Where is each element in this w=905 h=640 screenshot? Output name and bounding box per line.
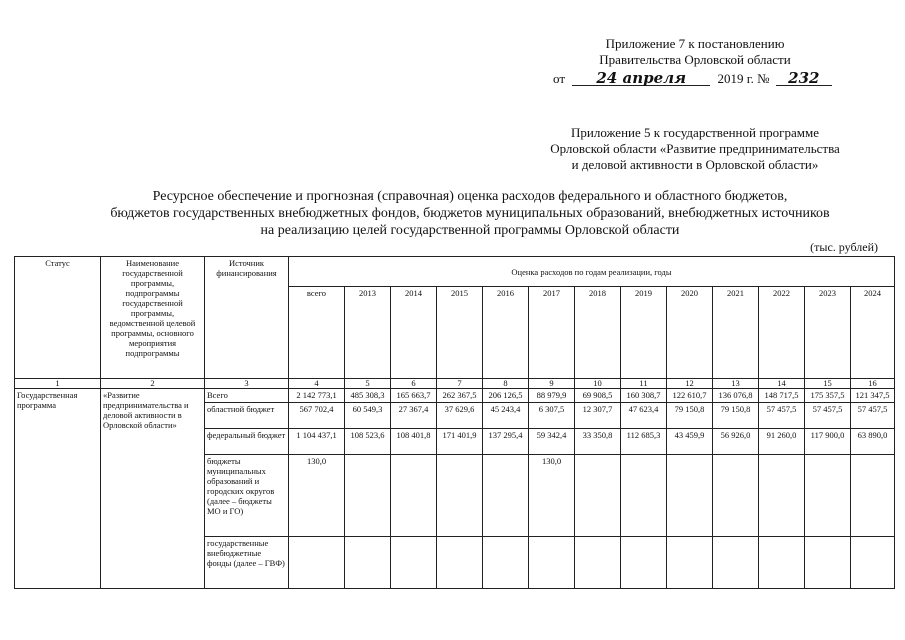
value-cell [437, 455, 483, 537]
column-number: 6 [391, 379, 437, 389]
appendix-5-header [515, 125, 875, 173]
year-header: 2019 [621, 287, 667, 379]
value-cell: 6 307,5 [529, 403, 575, 429]
value-cell: 122 610,7 [667, 389, 713, 403]
column-number: 11 [621, 379, 667, 389]
value-cell [667, 455, 713, 537]
value-cell: 2 142 773,1 [289, 389, 345, 403]
value-cell [851, 455, 895, 537]
column-number: 2 [101, 379, 205, 389]
column-number: 15 [805, 379, 851, 389]
appendix-5-line-1: Приложение 5 к государственной программе [570, 125, 820, 140]
resolution-date-line [553, 71, 873, 87]
table-row [15, 389, 895, 403]
year-header: 2015 [437, 287, 483, 379]
date-prefix: от [553, 71, 566, 86]
value-cell: 136 076,8 [713, 389, 759, 403]
value-cell [289, 537, 345, 589]
value-cell: 79 150,8 [713, 403, 759, 429]
value-cell: 262 367,5 [437, 389, 483, 403]
value-cell: 60 549,3 [345, 403, 391, 429]
value-cell: 175 357,5 [805, 389, 851, 403]
value-cell: 63 890,0 [851, 429, 895, 455]
value-cell [575, 537, 621, 589]
value-cell [437, 537, 483, 589]
value-cell: 37 629,6 [437, 403, 483, 429]
value-cell [851, 537, 895, 589]
value-cell: 12 307,7 [575, 403, 621, 429]
value-cell: 27 367,4 [391, 403, 437, 429]
column-number: 9 [529, 379, 575, 389]
value-cell [759, 537, 805, 589]
value-cell: 56 926,0 [713, 429, 759, 455]
year-header: всего [289, 287, 345, 379]
year-header: 2022 [759, 287, 805, 379]
value-cell: 165 663,7 [391, 389, 437, 403]
column-number: 10 [575, 379, 621, 389]
year-header: 2020 [667, 287, 713, 379]
value-cell: 130,0 [529, 455, 575, 537]
year-header: 2024 [851, 287, 895, 379]
value-cell: 47 623,4 [621, 403, 667, 429]
year-header: 2016 [483, 287, 529, 379]
title-line-2: бюджетов государственных внебюджетных фондов, бюджетов муниципальных образований, внебюджетных источников [110, 206, 830, 221]
value-cell: 1 104 437,1 [289, 429, 345, 455]
value-cell [621, 537, 667, 589]
year-text: 2019 г. № [717, 71, 770, 86]
value-cell: 567 702,4 [289, 403, 345, 429]
program-name-cell: «Развитие предпринимательства и деловой активности в Орловской области» [101, 389, 205, 589]
appendix-5-line-2: Орловской области «Развитие предпринимательства [550, 141, 840, 156]
value-cell [575, 455, 621, 537]
source-cell: федеральный бюджет [205, 429, 289, 455]
value-cell [345, 455, 391, 537]
value-cell: 108 523,6 [345, 429, 391, 455]
value-cell [483, 455, 529, 537]
handwritten-date: 24 апреля [572, 71, 710, 86]
value-cell: 148 717,5 [759, 389, 805, 403]
value-cell [713, 455, 759, 537]
value-cell [759, 455, 805, 537]
value-cell: 57 457,5 [805, 403, 851, 429]
value-cell: 69 908,5 [575, 389, 621, 403]
header-source: Источник финансирования [205, 257, 289, 379]
value-cell [483, 537, 529, 589]
value-cell: 91 260,0 [759, 429, 805, 455]
year-header: 2014 [391, 287, 437, 379]
units-label: (тыс. рублей) [810, 240, 878, 254]
value-cell: 59 342,4 [529, 429, 575, 455]
source-cell: Всего [205, 389, 289, 403]
value-cell [529, 537, 575, 589]
value-cell [391, 537, 437, 589]
value-cell [621, 455, 667, 537]
value-cell: 79 150,8 [667, 403, 713, 429]
value-cell: 137 295,4 [483, 429, 529, 455]
column-number: 7 [437, 379, 483, 389]
year-header: 2023 [805, 287, 851, 379]
value-cell: 485 308,3 [345, 389, 391, 403]
source-cell: областной бюджет [205, 403, 289, 429]
value-cell: 112 685,3 [621, 429, 667, 455]
resource-table [14, 256, 895, 589]
column-number: 1 [15, 379, 101, 389]
document-title [70, 188, 870, 239]
year-header: 2013 [345, 287, 391, 379]
value-cell [391, 455, 437, 537]
value-cell: 57 457,5 [851, 403, 895, 429]
value-cell: 206 126,5 [483, 389, 529, 403]
value-cell [805, 537, 851, 589]
value-cell: 57 457,5 [759, 403, 805, 429]
title-line-3: на реализацию целей государственной программы Орловской области [260, 223, 680, 238]
column-number: 8 [483, 379, 529, 389]
value-cell: 108 401,8 [391, 429, 437, 455]
column-number: 3 [205, 379, 289, 389]
source-cell: государственные внебюджетные фонды (далее – ГВФ) [205, 537, 289, 589]
status-cell: Государственная программа [15, 389, 101, 589]
value-cell: 121 347,5 [851, 389, 895, 403]
handwritten-number: 232 [776, 71, 832, 86]
appendix-7-line-1: Приложение 7 к постановлению [605, 36, 785, 51]
column-number: 4 [289, 379, 345, 389]
column-number: 5 [345, 379, 391, 389]
header-status: Статус [15, 257, 101, 379]
value-cell [713, 537, 759, 589]
appendix-5-line-3: и деловой активности в Орловской области» [571, 157, 819, 172]
value-cell [345, 537, 391, 589]
year-header: 2018 [575, 287, 621, 379]
value-cell: 33 350,8 [575, 429, 621, 455]
value-cell: 117 900,0 [805, 429, 851, 455]
title-line-1: Ресурсное обеспечение и прогнозная (справочная) оценка расходов федерального и областного бюджетов, [152, 189, 788, 204]
value-cell [667, 537, 713, 589]
column-number: 14 [759, 379, 805, 389]
value-cell: 45 243,4 [483, 403, 529, 429]
column-number: 16 [851, 379, 895, 389]
year-header: 2017 [529, 287, 575, 379]
header-estimate: Оценка расходов по годам реализации, годы [289, 257, 895, 287]
header-name: Наименование государственной программы, подпрограммы государственной программы, ведомственной целевой программы, основного мероприятия подпрограммы [101, 257, 205, 379]
value-cell [805, 455, 851, 537]
column-number: 12 [667, 379, 713, 389]
column-number: 13 [713, 379, 759, 389]
column-number-row [15, 379, 895, 389]
source-cell: бюджеты муниципальных образований и городских округов (далее – бюджеты МО и ГО) [205, 455, 289, 537]
value-cell: 88 979,9 [529, 389, 575, 403]
year-header: 2021 [713, 287, 759, 379]
appendix-7-line-2: Правительства Орловской области [599, 52, 791, 67]
value-cell: 171 401,9 [437, 429, 483, 455]
appendix-7-header [545, 36, 845, 68]
value-cell: 43 459,9 [667, 429, 713, 455]
value-cell: 130,0 [289, 455, 345, 537]
value-cell: 160 308,7 [621, 389, 667, 403]
